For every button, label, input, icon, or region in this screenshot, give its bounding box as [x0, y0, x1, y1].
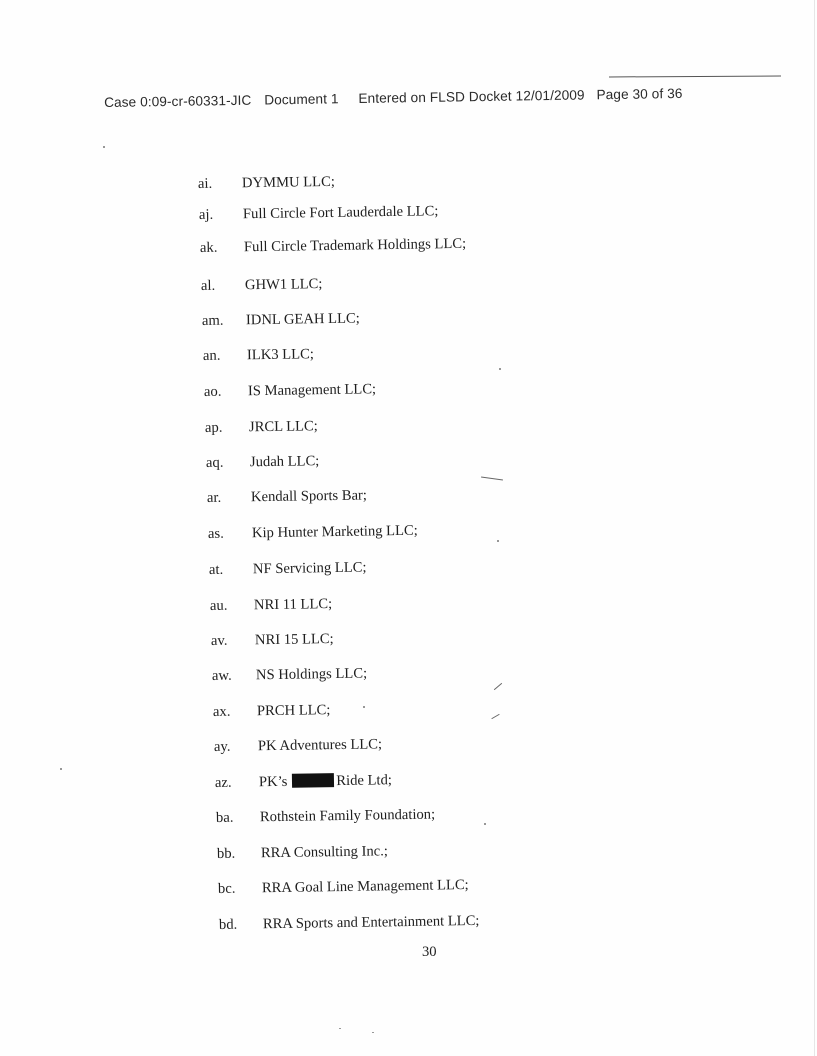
list-item — [219, 913, 480, 934]
list-item — [217, 843, 388, 863]
list-item — [209, 560, 367, 579]
item-text-after: Ride Ltd; — [336, 772, 393, 790]
list-item — [200, 236, 466, 257]
item-text: NS Holdings LLC; — [255, 665, 368, 684]
list-item — [198, 174, 335, 193]
list-item — [201, 276, 323, 295]
item-label: az. — [214, 774, 232, 791]
item-text: RRA Goal Line Management LLC; — [261, 877, 469, 897]
item-label: al. — [200, 277, 216, 294]
item-label: ay. — [213, 738, 231, 755]
item-text: NRI 11 LLC; — [253, 596, 333, 614]
item-text: NF Servicing LLC; — [252, 559, 367, 578]
scan-speck — [484, 823, 486, 825]
item-label: au. — [209, 597, 228, 614]
item-label: bc. — [217, 880, 236, 897]
item-text: IDNL GEAH LLC; — [245, 310, 360, 329]
item-label: ar. — [206, 489, 222, 506]
list-item — [199, 203, 439, 224]
item-label: bb. — [216, 845, 236, 862]
item-label: as. — [207, 525, 224, 542]
item-text: Kendall Sports Bar; — [250, 487, 368, 506]
list-item — [205, 418, 318, 437]
header-case-number: Case 0:09-cr-60331-JIC — [104, 92, 252, 110]
scan-speck — [497, 540, 499, 542]
item-label: ba. — [215, 809, 234, 826]
list-item — [210, 596, 332, 615]
item-label: aw. — [211, 667, 232, 684]
redaction-box — [292, 773, 334, 788]
item-text: IS Management LLC; — [247, 381, 377, 400]
item-text: GHW1 LLC; — [244, 276, 323, 294]
scan-speck — [103, 146, 105, 148]
item-text: Judah LLC; — [249, 453, 320, 471]
item-text: JRCL LLC; — [248, 418, 318, 436]
item-label: aq. — [205, 454, 224, 471]
scan-speck — [339, 1028, 341, 1029]
item-text: Full Circle Fort Lauderdale LLC; — [242, 203, 439, 223]
item-label: bd. — [218, 916, 238, 933]
scan-speck — [60, 768, 62, 770]
item-text: DYMMU LLC; — [241, 173, 335, 192]
item-text: RRA Sports and Entertainment LLC; — [262, 912, 480, 933]
list-item — [203, 346, 314, 365]
item-label: an. — [202, 347, 221, 364]
item-label: ak. — [199, 239, 218, 256]
scan-speck — [363, 706, 365, 708]
page-number: 30 — [422, 944, 437, 960]
header-document: Document 1 — [264, 91, 339, 108]
scan-speck — [372, 1032, 374, 1033]
list-item — [204, 381, 376, 401]
list-item — [213, 702, 331, 721]
item-label: at. — [208, 561, 224, 578]
list-item — [208, 523, 418, 543]
list-item — [218, 877, 469, 898]
list-item — [207, 487, 367, 507]
list-item — [202, 311, 360, 330]
item-text: ILK3 LLC; — [246, 346, 314, 364]
item-text: Rothstein Family Foundation; — [259, 806, 436, 826]
item-text: PRCH LLC; — [256, 702, 331, 720]
item-text: Full Circle Trademark Holdings LLC; — [243, 235, 467, 256]
list-item — [215, 772, 392, 792]
header-entered: Entered on FLSD Docket 12/01/2009 — [358, 87, 585, 107]
item-text: Kip Hunter Marketing LLC; — [251, 522, 418, 542]
item-label: ai. — [197, 175, 213, 192]
item-label: am. — [201, 312, 224, 329]
item-text: RRA Consulting Inc.; — [260, 843, 389, 862]
list-item — [212, 666, 367, 685]
item-label: ao. — [203, 383, 222, 400]
item-label: ax. — [212, 703, 231, 720]
header-page-count: Page 30 of 36 — [596, 85, 683, 103]
list-item — [216, 807, 435, 827]
list-item — [206, 453, 320, 472]
item-text-before: PK’s — [258, 773, 288, 791]
list-item — [211, 631, 334, 650]
item-text: PK Adventures LLC; — [257, 736, 383, 755]
item-label: aj. — [198, 206, 214, 223]
item-label: av. — [210, 632, 228, 649]
scan-speck — [499, 368, 501, 370]
list-item — [214, 736, 382, 756]
item-text: NRI 15 LLC; — [254, 631, 334, 649]
item-label: ap. — [204, 419, 223, 436]
